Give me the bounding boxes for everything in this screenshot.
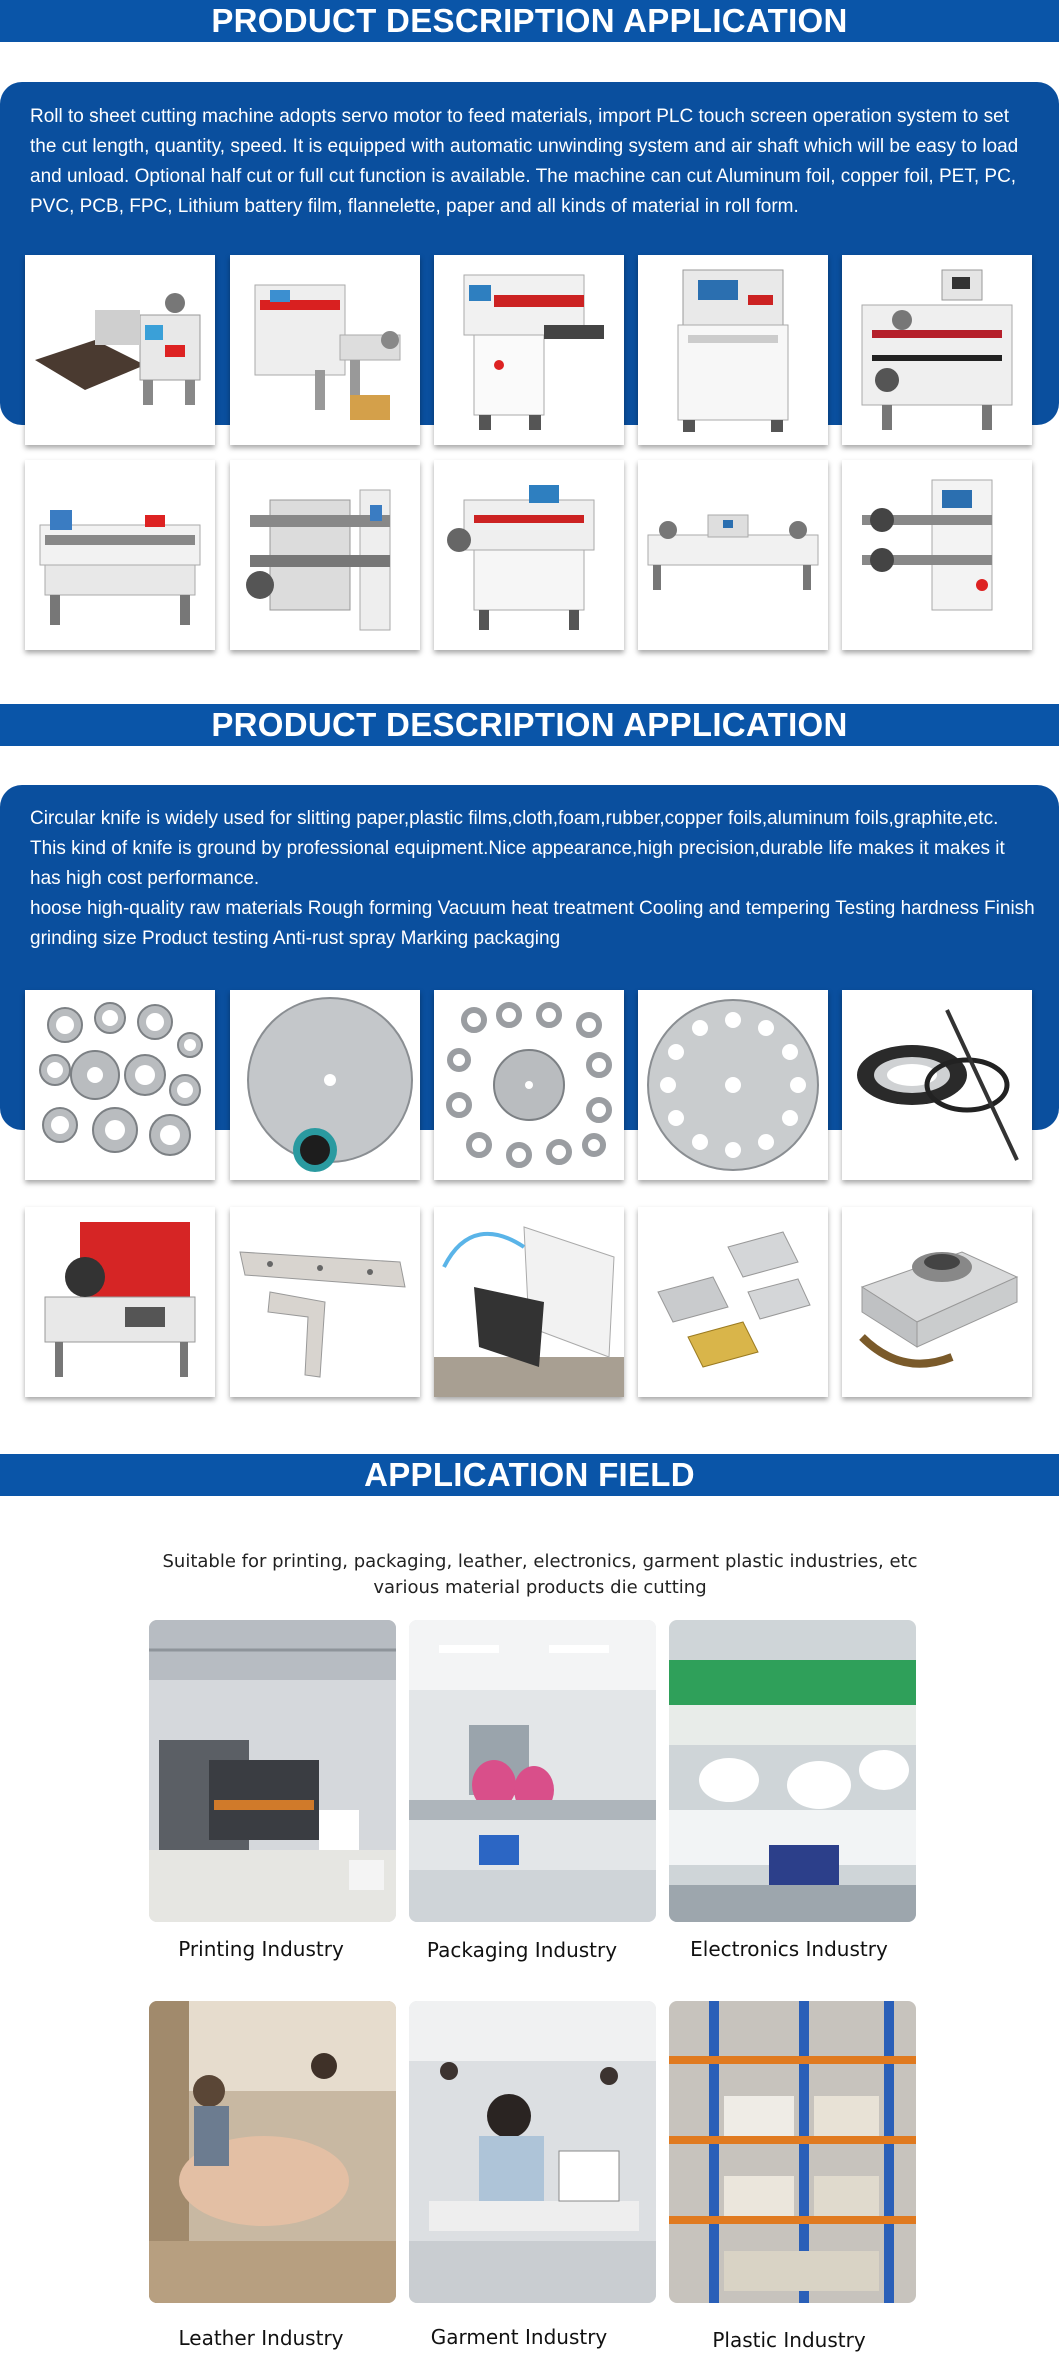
section2-description-line1: Circular knife is widely used for slitting paper,plastic films,cloth,foam,rubber,copper foils,aluminum foils,graphite,etc. This kind of knife is ground by professional equipment.Nice appearance,high precision,durable life makes it makes it has high cost performance. [30, 808, 1005, 889]
section1-description: Roll to sheet cutting machine adopts servo motor to feed materials, import PLC touch screen operation system to set the cut length, quantity, speed. It is equipped with automatic unwinding system and air shaft which will be easy to load and unload. Optional half cut or full cut function is available. The machine can cut Aluminum foil, copper foil, PET, PC, PVC, PCB, FPC, Lithium battery film, flannelette, paper and all kinds of material in roll form. [30, 106, 1019, 217]
product-image-knife-1 [25, 990, 215, 1180]
product-image-machine-2 [230, 255, 420, 445]
industry-photo-electronics [669, 1620, 916, 1922]
application-intro-line1: Suitable for printing, packaging, leather, electronics, garment plastic industries, etc [162, 1551, 918, 1572]
industry-photo-leather [149, 2001, 396, 2303]
product-image-machine-8 [434, 460, 624, 650]
product-image-machine-1 [25, 255, 215, 445]
application-intro [150, 1549, 930, 1601]
section1-heading: PRODUCT DESCRIPTION APPLICATION [0, 0, 1059, 42]
product-image-knife-2 [230, 990, 420, 1180]
product-image-knife-5 [842, 990, 1032, 1180]
product-image-machine-3 [434, 255, 624, 445]
product-image-machine-5 [842, 255, 1032, 445]
product-image-machine-7 [230, 460, 420, 650]
industry-photo-packaging [409, 1620, 656, 1922]
industry-caption-leather: Leather Industry [178, 2326, 344, 2350]
industry-caption-garment: Garment Industry [430, 2325, 608, 2349]
industry-caption-plastic: Plastic Industry [712, 2328, 866, 2352]
industry-caption-packaging: Packaging Industry [426, 1938, 618, 1962]
product-image-knife-3 [434, 990, 624, 1180]
section2-description [30, 804, 1035, 954]
industry-caption-printing: Printing Industry [178, 1937, 344, 1961]
product-image-machine-10 [842, 460, 1032, 650]
product-image-machine-9 [638, 460, 828, 650]
industry-photo-printing [149, 1620, 396, 1922]
industry-photo-plastic [669, 2001, 916, 2303]
product-image-machine-6 [25, 460, 215, 650]
section2-heading: PRODUCT DESCRIPTION APPLICATION [0, 704, 1059, 746]
product-image-knife-8 [434, 1207, 624, 1397]
industry-photo-garment [409, 2001, 656, 2303]
product-image-knife-4 [638, 990, 828, 1180]
product-image-knife-7 [230, 1207, 420, 1397]
industry-caption-electronics: Electronics Industry [690, 1937, 888, 1961]
section3-heading: APPLICATION FIELD [0, 1454, 1059, 1496]
section2-description-line2: hoose high-quality raw materials Rough forming Vacuum heat treatment Cooling and tempering Testing hardness Finish grinding size Product testing Anti-rust spray Marking packaging [30, 898, 1035, 949]
product-image-knife-6 [25, 1207, 215, 1397]
product-image-knife-9 [638, 1207, 828, 1397]
product-image-machine-4 [638, 255, 828, 445]
application-intro-line2: various material products die cutting [373, 1577, 707, 1598]
product-image-knife-10 [842, 1207, 1032, 1397]
